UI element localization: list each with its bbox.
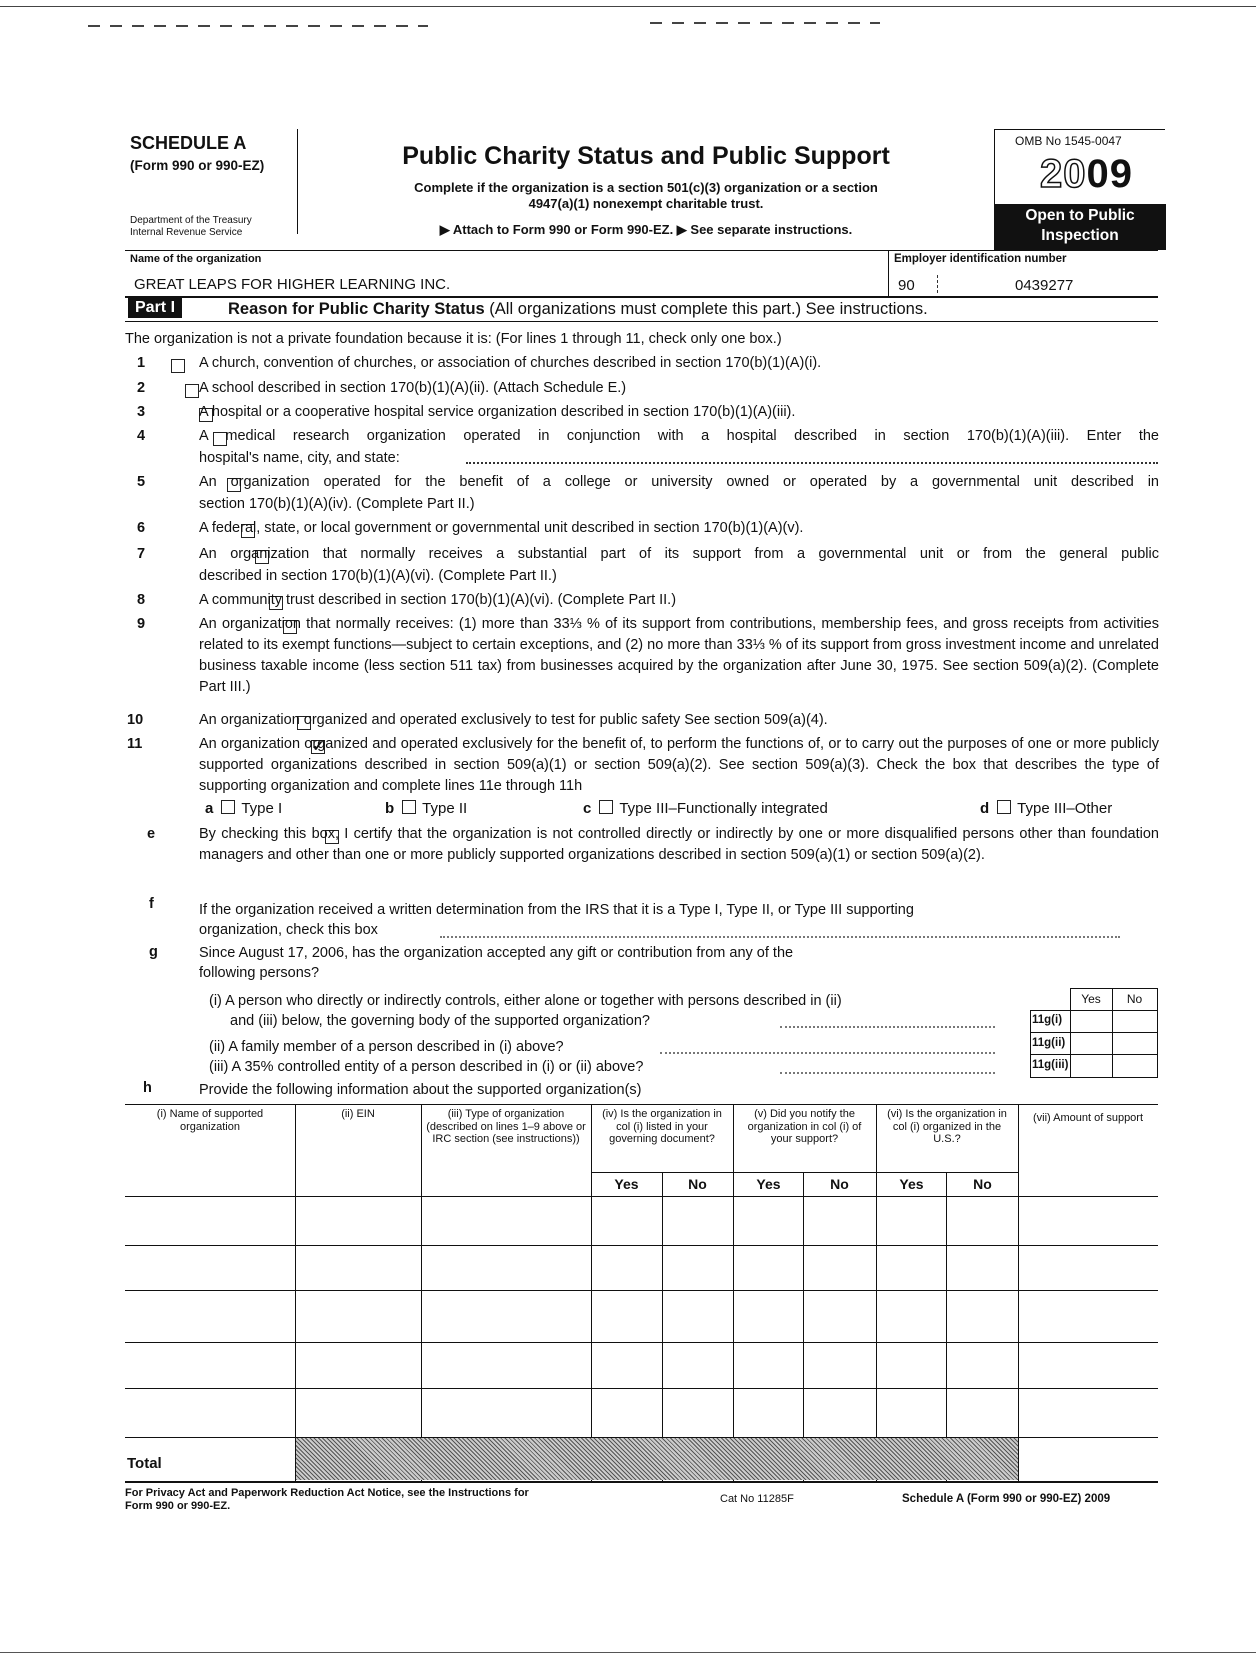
line-text: An organization organized and operated exclusively for the benefit of, to perform the functions of, or to carry out the purposes of one or more publicly supported organizations described in section 509(a)(1) or section 509(a)(2). See section 509(a)(3). Check the box that describes the type of supporting organization and complete lines 11e through 11h: [199, 736, 1159, 794]
line-number: 7: [137, 546, 146, 562]
line-number: 2: [137, 380, 146, 396]
open-line2: Inspection: [1041, 227, 1119, 244]
part1-title-main: Reason for Public Charity Status: [228, 300, 485, 318]
column-header: (ii) EIN: [341, 1108, 375, 1120]
supporting-type-option[interactable]: [583, 800, 828, 817]
table-cell[interactable]: [125, 1388, 295, 1437]
privacy-notice-line2: Form 990 or 990-EZ.: [125, 1500, 231, 1512]
table-cell[interactable]: [421, 1388, 591, 1437]
yes-subheader: Yes: [756, 1176, 781, 1192]
part1-title: [228, 300, 928, 319]
grid-rule: [1070, 988, 1158, 989]
table-cell[interactable]: [876, 1388, 946, 1437]
line-f-text: If the organization received a written determination from the IRS that it is a Type I, Type II, or Type III supporting: [199, 902, 914, 918]
ein-separator: [937, 275, 938, 293]
line-number: 11: [127, 736, 143, 752]
line-f-text-cont: organization, check this box: [199, 922, 378, 938]
catalog-number: Cat No 11285F: [720, 1493, 794, 1505]
table-cell[interactable]: [946, 1388, 1018, 1437]
supporting-type-option[interactable]: [385, 800, 467, 817]
line-text-cont: section 170(b)(1)(A)(iv). (Complete Part II.): [199, 496, 475, 512]
org-top-rule: [125, 250, 1158, 251]
line-f-letter: f: [149, 896, 154, 912]
line-h-text: Provide the following information about the supported organization(s): [199, 1082, 642, 1098]
line-g-text: following persons?: [199, 965, 320, 981]
line-text: An organization that normally receives: (1) more than 33⅓ % of its support from contributions, membership fees, and gross receipts from activities related to its exempt functions—subject to certain exceptions, and (2) no more than 33⅓ % of its support from gross investment income and unrelated business taxable income (less section 511 tax) from businesses acquired by the organization after June 30, 1975. See section 509(a)(2). (Complete Part III.): [199, 616, 1159, 695]
line-code: 11g(iii): [1032, 1059, 1069, 1071]
org-name-label: Name of the organization: [130, 253, 262, 265]
line-g-item: (iii) A 35% controlled entity of a person described in (i) or (ii) above?: [209, 1059, 644, 1075]
type-label: Type II: [422, 800, 468, 817]
line-g-item: (i) A person who directly or indirectly controls, either alone or together with persons described in (ii): [209, 993, 842, 1009]
column-header: (i) Name of supported organization: [156, 1108, 264, 1133]
privacy-notice-line1: For Privacy Act and Paperwork Reduction Act Notice, see the Instructions for: [125, 1487, 529, 1499]
line-text: An organization operated for the benefit of a college or university owned or operated by a governmental unit described in: [199, 474, 1159, 490]
schedule-label: SCHEDULE A: [130, 133, 247, 153]
scan-bottom-edge: [0, 1652, 1256, 1653]
ein-suffix: 0439277: [1015, 277, 1074, 294]
column-header: (iv) Is the organization in col (i) listed in your governing document?: [602, 1108, 722, 1145]
form-title: Public Charity Status and Public Support: [402, 142, 890, 170]
table-cell[interactable]: [591, 1245, 662, 1290]
line-h-letter: h: [143, 1080, 152, 1096]
type-letter: b: [385, 800, 395, 817]
line-text: A medical research organization operated in conjunction with a hospital described in section 170(b)(1)(A)(iii). Enter the: [199, 428, 1159, 444]
type-checkbox[interactable]: [599, 800, 613, 814]
ein-divider: [888, 250, 889, 296]
table-cell[interactable]: [946, 1290, 1018, 1342]
header-top-rule: [995, 129, 1165, 130]
table-cell[interactable]: [733, 1245, 803, 1290]
answer-yes-cell[interactable]: [1071, 1056, 1111, 1076]
table-cell[interactable]: [662, 1290, 733, 1342]
line-e-letter: e: [147, 826, 156, 842]
org-name: GREAT LEAPS FOR HIGHER LEARNING INC.: [134, 276, 451, 293]
line-number: 4: [137, 428, 146, 444]
form-reference: (Form 990 or 990-EZ): [130, 158, 265, 173]
part1-title-note: (All organizations must complete this part.) See instructions.: [484, 300, 928, 318]
table-cell[interactable]: [662, 1342, 733, 1388]
table-cell[interactable]: [125, 1196, 295, 1245]
type-label: Type III–Functionally integrated: [619, 800, 828, 817]
line-text: A community trust described in section 170(b)(1)(A)(vi). (Complete Part II.): [199, 592, 677, 608]
part1-bottom-rule: [125, 321, 1158, 322]
table-rule: [591, 1172, 1018, 1173]
table-cell[interactable]: [591, 1196, 662, 1245]
department-line1: Department of the Treasury: [130, 215, 252, 226]
grid-rule: [1030, 1077, 1158, 1078]
ein-label: Employer identification number: [894, 253, 1067, 265]
line-g-letter: g: [149, 944, 158, 960]
table-cell[interactable]: [946, 1196, 1018, 1245]
line-g-text: Since August 17, 2006, has the organization accepted any gift or contribution from any of the: [199, 945, 794, 961]
line-text: A school described in section 170(b)(1)(A)(ii). (Attach Schedule E.): [199, 380, 627, 396]
table-cell[interactable]: [876, 1342, 946, 1388]
schedule-footer: Schedule A (Form 990 or 990-EZ) 2009: [902, 1493, 1111, 1505]
type-checkbox[interactable]: [402, 800, 416, 814]
dot-leader: [780, 1026, 995, 1028]
table-cell[interactable]: [662, 1388, 733, 1437]
line-number: 1: [137, 355, 146, 371]
total-amount-cell[interactable]: [1019, 1438, 1158, 1480]
line-code: 11g(i): [1032, 1014, 1063, 1026]
answer-no-cell[interactable]: [1113, 1034, 1156, 1054]
line-number: 6: [137, 520, 146, 536]
table-cell[interactable]: [803, 1245, 876, 1290]
table-cell[interactable]: [421, 1290, 591, 1342]
supporting-type-option[interactable]: [980, 800, 1112, 817]
line-number: 3: [137, 404, 146, 420]
table-cell[interactable]: [876, 1290, 946, 1342]
table-cell[interactable]: [295, 1388, 421, 1437]
table-cell[interactable]: [295, 1342, 421, 1388]
table-cell[interactable]: [733, 1196, 803, 1245]
yes-subheader: Yes: [614, 1176, 639, 1192]
total-label: Total: [127, 1455, 162, 1472]
table-cell[interactable]: [295, 1290, 421, 1342]
column-header: (v) Did you notify the organization in col (i) of your support?: [747, 1108, 862, 1145]
form-subtitle-line1: Complete if the organization is a section 501(c)(3) organization or a section: [414, 180, 878, 195]
line-checkbox[interactable]: [171, 359, 185, 373]
hospital-name-field[interactable]: [466, 462, 1158, 464]
line-number: 8: [137, 592, 146, 608]
line-g-item: and (iii) below, the governing body of the supported organization?: [230, 1013, 650, 1029]
table-cell[interactable]: [733, 1290, 803, 1342]
grid-rule: [1157, 988, 1158, 1077]
attach-instruction: ▶ Attach to Form 990 or Form 990-EZ. ▶ See separate instructions.: [439, 222, 853, 237]
table-top-rule: [125, 1104, 1158, 1105]
answer-yes-cell[interactable]: [1071, 1034, 1111, 1054]
dot-leader: [780, 1072, 995, 1074]
type-letter: a: [205, 800, 214, 817]
table-cell[interactable]: [295, 1196, 421, 1245]
line-text: A federal, state, or local government or governmental unit described in section 170(b)(1)(A)(v).: [199, 520, 804, 536]
table-cell[interactable]: [662, 1245, 733, 1290]
table-cell[interactable]: [946, 1342, 1018, 1388]
table-cell[interactable]: [733, 1342, 803, 1388]
table-cell[interactable]: [1018, 1290, 1158, 1342]
line-number: 5: [137, 474, 146, 490]
line-e-text: By checking this box, I certify that the organization is not controlled directly or indirectly by one or more disqualified persons other than foundation managers and other than one or more publicly supported organizations described in section 509(a)(1) or section 509(a)(2).: [199, 826, 1159, 863]
yes-subheader: Yes: [899, 1176, 924, 1192]
column-header: (iii) Type of organization (described on lines 1–9 above or IRC section (see instructions)): [426, 1108, 586, 1145]
yes-header: Yes: [1081, 992, 1101, 1006]
line-text-cont: hospital's name, city, and state:: [199, 450, 400, 466]
line-number: 9: [137, 616, 146, 632]
line-text: A hospital or a cooperative hospital service organization described in section 170(b)(1)(A)(iii).: [199, 404, 796, 420]
tax-year: [1040, 152, 1133, 197]
answer-no-cell[interactable]: [1113, 1011, 1156, 1031]
footer-rule: [125, 1481, 1158, 1483]
table-cell[interactable]: [803, 1388, 876, 1437]
part1-intro: The organization is not a private foundation because it is: (For lines 1 through 11, check only one box.): [125, 331, 782, 347]
column-header: (vi) Is the organization in col (i) organized in the U.S.?: [887, 1108, 1007, 1145]
table-cell[interactable]: [125, 1290, 295, 1342]
table-cell[interactable]: [876, 1196, 946, 1245]
line-text-cont: described in section 170(b)(1)(A)(vi). (Complete Part II.): [199, 568, 557, 584]
dot-leader: [440, 936, 1120, 938]
table-cell[interactable]: [876, 1245, 946, 1290]
no-subheader: No: [688, 1176, 707, 1192]
table-cell[interactable]: [1018, 1245, 1158, 1290]
table-cell[interactable]: [295, 1245, 421, 1290]
scan-artifact: [88, 25, 428, 27]
answer-no-cell[interactable]: [1113, 1056, 1156, 1076]
no-header: No: [1126, 992, 1143, 1006]
table-cell[interactable]: [1018, 1342, 1158, 1388]
type-letter: d: [980, 800, 990, 817]
line-text: An organization organized and operated exclusively to test for public safety See section 509(a)(4).: [199, 712, 828, 728]
tax-year-outline: 20: [1040, 152, 1087, 196]
supporting-type-option[interactable]: [205, 800, 282, 817]
type-label: Type I: [241, 800, 283, 817]
shaded-area: [296, 1438, 1018, 1480]
dot-leader: [660, 1052, 995, 1054]
scan-edge-line: [0, 6, 1256, 7]
table-cell[interactable]: [421, 1245, 591, 1290]
table-cell[interactable]: [591, 1388, 662, 1437]
table-cell[interactable]: [1018, 1196, 1158, 1245]
grid-rule: [1030, 1054, 1158, 1055]
line-code: 11g(ii): [1032, 1036, 1066, 1049]
table-cell[interactable]: [591, 1290, 662, 1342]
table-cell[interactable]: [125, 1245, 295, 1290]
table-cell[interactable]: [591, 1342, 662, 1388]
type-checkbox[interactable]: [221, 800, 235, 814]
line-text: A church, convention of churches, or association of churches described in section 170(b)(1)(A)(i).: [199, 355, 822, 371]
open-to-public-badge: [994, 204, 1166, 250]
type-checkbox[interactable]: [997, 800, 1011, 814]
column-header: (vii) Amount of support: [1032, 1112, 1144, 1124]
table-cell[interactable]: [421, 1342, 591, 1388]
table-cell[interactable]: [125, 1342, 295, 1388]
table-cell[interactable]: [421, 1196, 591, 1245]
type-label: Type III–Other: [1017, 800, 1113, 817]
line-number: 10: [127, 712, 144, 728]
line-g-item: (ii) A family member of a person described in (i) above?: [209, 1039, 564, 1055]
table-cell[interactable]: [803, 1342, 876, 1388]
table-cell[interactable]: [1018, 1388, 1158, 1437]
answer-yes-cell[interactable]: [1071, 1011, 1111, 1031]
grid-rule: [1030, 1010, 1031, 1077]
scan-artifact: [650, 22, 880, 24]
table-cell[interactable]: [662, 1196, 733, 1245]
part1-top-rule: [125, 296, 1158, 298]
form-subtitle-line2: 4947(a)(1) nonexempt charitable trust.: [528, 196, 764, 211]
no-subheader: No: [973, 1176, 992, 1192]
open-line1: Open to Public: [1025, 207, 1135, 224]
table-cell[interactable]: [803, 1196, 876, 1245]
tax-year-bold: 09: [1086, 152, 1133, 196]
ein-prefix: 90: [898, 277, 915, 294]
omb-number: OMB No 1545-0047: [1015, 134, 1122, 148]
table-cell[interactable]: [803, 1290, 876, 1342]
type-letter: c: [583, 800, 592, 817]
no-subheader: No: [830, 1176, 849, 1192]
part1-badge: Part I: [128, 298, 182, 318]
department-line2: Internal Revenue Service: [130, 227, 243, 238]
table-cell[interactable]: [733, 1388, 803, 1437]
line-checkbox[interactable]: [185, 384, 199, 398]
table-cell[interactable]: [946, 1245, 1018, 1290]
line-text: An organization that normally receives a substantial part of its support from a governmental unit or from the general public: [199, 546, 1159, 562]
